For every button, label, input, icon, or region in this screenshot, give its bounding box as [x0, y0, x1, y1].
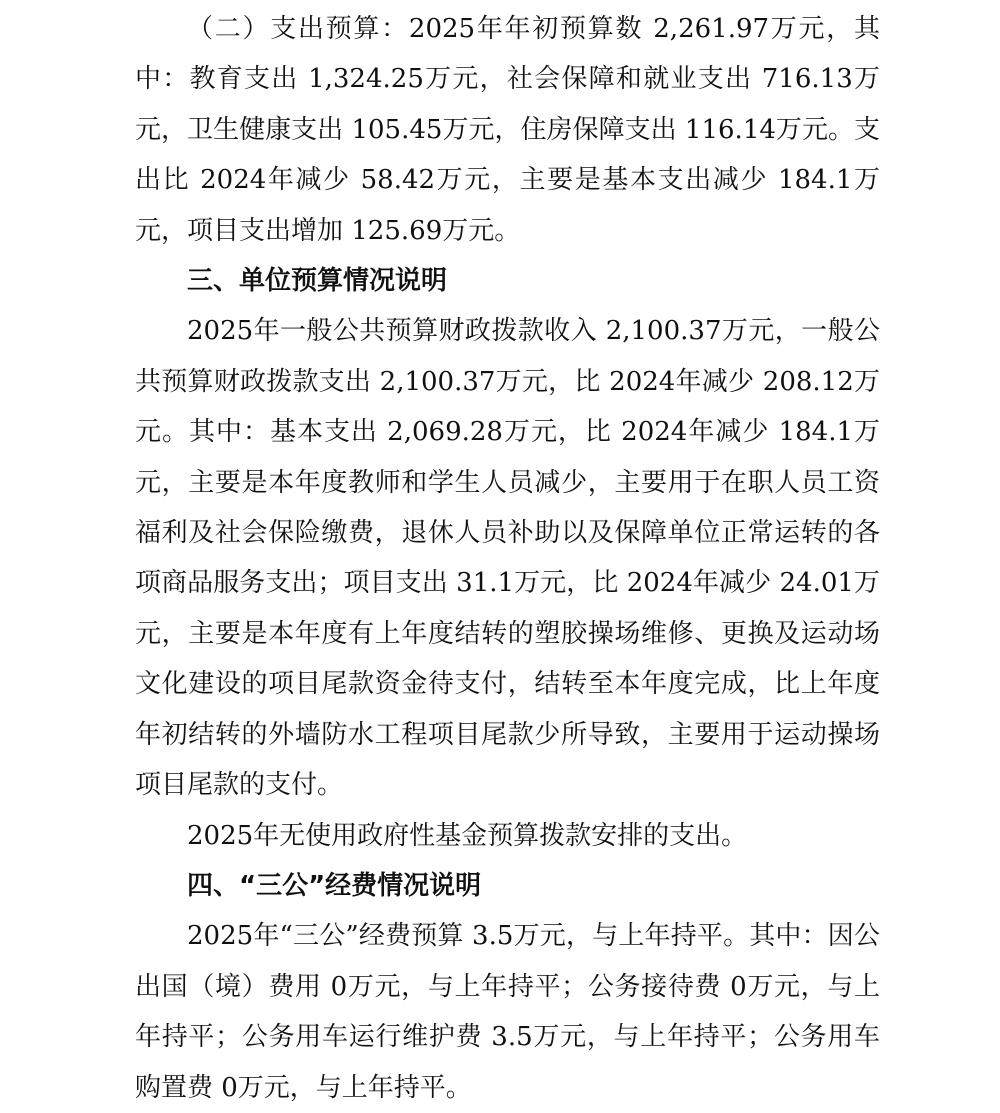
paragraph-government-fund: 2025年无使用政府性基金预算拨款安排的支出。: [187, 820, 748, 851]
paragraph-general-public-budget: 2025年一般公共预算财政拨款收入 2,100.37万元，一般公共预算财政拨款支出 2,100.37万元，比 2024年减少 208.12万元。其中：基本支出 2,069.28万元，比 2024年减少 184.1万元，主要是本年度教师和学生人员减少，主要用于在职人员工资福利及社会保险缴费，退休人员补助以及保障单位正常运转的各项商品服务支出；项目支出 31.1万元，比 2024年减少 24.01万元，主要是本年度有上年度结转的塑胶操场维修、更换及运动场文化建设的项目尾款资金待支付，结转至本年度完成，比上年度年初结转的外墙防水工程项目尾款少所导致，主要用于运动操场项目尾款的支付。: [135, 316, 880, 801]
heading-three-public-expenses: 四、“三公”经费情况说明: [187, 870, 482, 901]
heading-unit-budget: 三、单位预算情况说明: [187, 266, 448, 297]
document-page: [135, 4, 880, 1113]
paragraph-three-public-expenses: 2025年“三公”经费预算 3.5万元，与上年持平。其中：因公出国（境）费用 0万元，与上年持平；公务接待费 0万元，与上年持平；公务用车运行维护费 3.5万元，与上年持平；公务用车购置费 0万元，与上年持平。: [135, 921, 880, 1103]
paragraph-expenditure-budget: （二）支出预算：2025年年初预算数 2,261.97万元，其中：教育支出 1,324.25万元，社会保障和就业支出 716.13万元，卫生健康支出 105.45万元，住房保障支出 116.14万元。支出比 2024年减少 58.42万元，主要是基本支出减少 184.1万元，项目支出增加 125.69万元。: [135, 14, 880, 246]
